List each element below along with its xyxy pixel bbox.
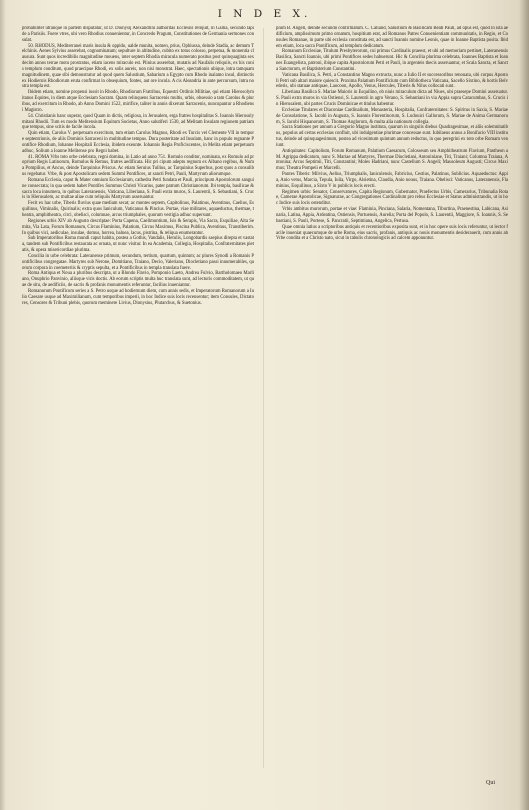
paragraph: Roma Antiqua et Noua a pluribus descripta, ut a Blondo Flavio, Pomponio Laeto, Andrea Fulvio, Bartholomaeo Marliano, Onuphrio Panvinio, aliisque viris doctis. Ab eorum scriptis multa huc translata sunt, ad lectoris commoditatem, ut quae de situ, de aedificiis, de sacris & profanis monumentis referuntur, facilius inueniantur. [22, 271, 254, 289]
paragraph: Antiquitates: Capitolium, Forum Romanum, Palatium Caesarum, Colosseum seu Amphitheatrum Flavium, Pantheon a M. Agrippa dedicatum, nunc S. Mariae ad Martyres, Thermae Diocletiani, Antoniniane, Titi, Traiani; Columna Traiana, Antonina; Arcus Septimii, Titi, Constantini; Moles Hadriani, nunc Castellum S. Angeli; Mausoleum Augusti; Circus Maximus; Theatra Pompeii et Marcelli. [276, 148, 508, 172]
paragraph: Vrbis ambitus murorum, portae et viae: Flaminia, Pinciana, Salaria, Nomentana, Tiburtina, Praenestina, Labicana, Asinaria, Latina, Appia, Ardeatina, Ostiensis, Portuensis, Aurelia; Porta del Popolo, S. Laurentii, Maggiore, S. Ioannis, S. Sebastiani, S. Pauli, Portese, S. Pancratii, Septimiana, Angelica, Pertusa. [276, 207, 508, 224]
paragraph: Romanorum Pontificum series a S. Petro usque ad hodiernum diem, cum annis sedis, et Imperatorum Romanorum a Iulio Caesare usque ad Maximilianum, cum temporibus imperii, in hoc Indice suis locis recensentur; item Consules, Dictatores, Censores & Tribuni plebis, quorum meminere Livius, Dionysius, Plutarchus, & Suetonius. [22, 288, 254, 306]
paragraph: Pontes Tiberis: Milvius, Aelius, Triumphalis, Ianiculensis, Fabricius, Cestius, Palatinus, Sublicius. Aquaeductus: Appia, Anio vetus, Marcia, Tepula, Iulia, Virgo, Alsietina, Claudia, Anio nouus, Traiana. Obelisci: Vaticanus, Lateranensis, Flaminius, Esquilinus, a Sixto V in publicis locis erecti. [276, 172, 508, 189]
paragraph: Vaticana Basilica, S. Petri, a Constantino Magno extructa, nunc a Iulio II et successoribus renouata, ubi corpus Apostoli Petri sub altari maiore quiescit. Proxima Palatium Pontificium cum Bibliotheca Vaticana, Sacello Sixtino, & hortis Belvederis, ubi statuae antiquae, Laocoon, Apollo, Venus, Hercules, Tiberis & Nilus collocati sunt. [276, 72, 508, 90]
running-head: I N D E X. [217, 8, 312, 20]
paragraph: Concilia in urbe celebrata: Lateranense primum, secundum, tertium, quartum, quintum; ac plures Synodi a Romanis Pontificibus congregatae. Martyres sub Nerone, Domitiano, Traiano, Decio, Valeriano, Diocletiano passi innumerabiles, quorum corpora in coemeteriis & cryptis sepulta, et a Pontificibus in templa translata fuere. [22, 253, 254, 271]
right-column [276, 26, 508, 768]
paragraph: Fecit ex hac urbe, Tiberis fluvius quae mediam secat; ac montes septem, Capitolinus, Palatinus, Aventinus, Caelius, Esquilinus, Viminalis, Quirinalis; extra quos Ianiculum, Vaticanus & Pincius. Portae, viae militares, aquaeductus, thermae, theatra, amphitheatra, circi, obelisci, columnae, arcus triumphales, quorum vestigia adhuc supersunt. [22, 201, 254, 218]
column-divider [263, 28, 264, 768]
paragraph: probabiliter utranque in partem disputatur, ut D. Dionysij Alexandrini authoritas Ecclesiis reliquit, in Gallia, secundo lapide a Parisiis. Fuere vtres, ubi vero Rhodius conuenientur, in Concredo Pragum, Constitutiones de Germania sermones consulat. [22, 26, 254, 43]
paragraph: Regiones urbis XIV ab Augusto descriptae: Porta Capena, Caelimontium, Isis & Serapis, Via Sacra, Esquiliae, Alta Semita, Via Lata, Forum Romanum, Circus Flaminius, Palatium, Circus Maximus, Piscina Publica, Aventinus, Transtiberim. In quibus vici, aediculae, insulae, domus, horrea, balnea, lacus, pistrina, & reliqua enumerantur. [22, 218, 254, 236]
paragraph: Regimen urbis: Senator, Conservatores, Capita Regionum, Gubernator, Praefectus Urbis, Camerarius, Tribunalia Rotae, Camerae Apostolicae, Signaturae, ac Congregationes Cardinalium pro rebus Ecclesiae et Status administrandis, ut in hoc Indice suis locis ostenditur. [276, 189, 508, 207]
paragraph: Ecclesiae Titulares et Diaconiae Cardinalium, Monasteria, Hospitalia, Confraternitates: S. Spiritus in Saxia, S. Mariae de Consolatione, S. Iacobi in Augusta, S. Ioannis Florentinorum, S. Ludouici Gallorum, S. Mariae de Anima Germanorum, S. Iacobi Hispanorum, S. Thomae Anglorum, & multa alia nationum collegia. [276, 107, 508, 125]
paragraph: Romanum Ecclesiae, Titulum Presbyterorum, cui primus Cardinalis praeest, et ubi ad memoriam pertinet, Lateranensis Basilica, Sancti Ioannis, ubi primi Pontifices sedes habuerunt. Hic & Concilia plurima celebrata, Ioannes Baptista et Ioannes Euangelista, patroni, ibique capita Apostolorum Petri et Pauli, in argenteis thecis asseruantur, et Scala Sancta, et Sancta Sanctorum, et Baptisterium Constantini. [276, 49, 508, 72]
paragraph: 54. Christianis hanc superat, quod Quam in dictis, religiosa, in Jerusalem, erga fratres hospitalitas S. Ioannis Hierosolymitani Rhodii. Tum ex modo Melitensium Equitum Societas, Anno salutiferi 1530, ad Melitam Insulam regionem patriamque tempus, sine scitis de facile incola. [22, 113, 254, 131]
catchword: Qui [486, 780, 495, 786]
paragraph: 41. ROMA Vrbs toto orbe celebrata, regni domina, in Latio ad anno 751. Romulo conditor, nominata, ex Romulo ad proprium Regis Latinorum, Romulus & Remus, fratres aedificata. Hic pri cipum adeptu regnum ex Albano regibus, & Numa Pompilius, et Ancus, deinde Tarquinius Priscus. Ac etiam Seruius Tullius, ac Tarquinius Superbus, post quos a consulibus regebatur. Vrbe, & post Apostolicam sedem Summi Pontifices, ut sancti Petri, Pauli, Martyrum aliorumque. [22, 154, 254, 178]
paragraph: Sacra Stationes per annum a Gregorio Magno instituta, quarum in singulis diebus Quadragesimae, et aliis solemnitatibus, populus ad certas ecclesias confluit, ubi indulgentiae plurimae concessae sunt. Iubilaeus annus a Bonifacio VIII institutus, deinde ad quinquagesimum, postea ad vicesimum quintum annum reductus, in quo peregrini ex toto orbe Romam veniunt. [276, 125, 508, 148]
paragraph: Ibidem etiam, nomine propensi iussit in Rhodo, Rhodiorum Fratribus, Equestri Ordinis Militiae, qui etiam Hierosolymitanus Equites, in diem atque Ecclesiam Sacram. Quam relinquens Sarracenis multis, urbis, obsessio a tam Carolus & pluribus, ad exercitum in Rhodo, ab Anno Domini 1522, mirifice, taliter in annis dixerunt Sarracenis, nuncupantur a Rhodiensi Magistro. [22, 90, 254, 113]
paragraph: Quae omnia latius a scriptoribus antiquis et recentioribus exposita sunt, et in hoc opere suis locis referuntur, ut lector facile inueniat quaecumque de urbe Roma, eius sacris, profanis, antiquis ac nouis monumentis desiderauerit, cum annis ab Vrbe condita et a Christo nato, sicut in tabulis chronologicis ad calcem apponuntur. [276, 224, 508, 242]
paragraph: plum B. Angeli, deinde secundo confirmatum. C. Caliand, Salustium & Basilicam Beati Pauli, ad opus est, quod in ista aedificium, amplissimum primo ornatum, hospitium erat, ad Romanos Patres Conuenientiam communitatis, in Regio, et Consules Romanae, in parte ubi ecclesia constituta est, ad sancti Ioannis nomine Leonis, quae in Ioanne Baptista posita. Ibidem etiam, loca sacra Pontificum, ad templum dedicatum. [276, 26, 508, 49]
paragraph: Sub Imperatoribus Roma mundi caput habita, postea a Gothis, Vandalis, Herulis, Longobardis saepius direpta et vastata, tandem sub Pontificibus restaurata ac ornata, ut nunc visitur. In ea Academia, Collegia, Hospitalia, Confraternitates pietatis, & opera misericordiae plurima. [22, 236, 254, 254]
left-column [22, 26, 254, 768]
paragraph: 50. RHODUS, Mediterranei maris insula & oppido, ualde munita, nomen, prius, Ophiussa, deinde Stadia, ac demum Telchinis. Aenes Sylvius asserebat, cognominatam; sepulture in altitudine, cubito ex totus colosso, perpetua, & monentia clausura. Sunt quos incredibilis magnitudine mouens, inter septem Rhodia miracula numerato positus post quinquaginta sexdecim annos terrae motu prostratus, etiam iacens miraculo est. Plinius asserebat, mutatis ad Naufalis reliquiis, ex his conis templum conditum, quod praecipue Rhodi, ex solis aureis, non nisi monstrat. Haec, spectationis ubique, intra tamquam magnitudinem, quae sibi demonstratur ad quod quem Salustium, Sabarium a Egypto cum Rhodo inalamo insul, distinctis ex Hodiernis Rhodiorum eruta confirmat in obsequium, fontes, aut ore incola. A cis Aleandria in ante percursum, intra nostra templa est. [22, 43, 254, 90]
paragraph: Romana Ecclesia, caput & Mater omnium Ecclesiarum, cathedra Petri fundata et Pauli, principum Apostolorum sanguine consecrata; in qua sedem habet Pontifex Summus Christi Vicarius, pater patrum Christianorum. Ibi templa, basilicae & sacra loca innumera, in quibus Lateranensis, Vaticana, Liberiana, S. Pauli extra muros, S. Laurentii, S. Sebastiani, S. Crucis in Hierusalem, ac multae aliae cum reliquiis Martyrum asseruantur. [22, 177, 254, 201]
gutter-shadow [519, 0, 529, 810]
paragraph: Liberiana Basilica S. Mariae Maioris in Esquilino, ob niuis miraculum dicta ad Niues, ubi praesepe Domini asseruatur. S. Pauli extra muros in via Ostiensi, S. Laurentii in agro Verano, S. Sebastiani in via Appia supra Catacumbas, S. Crucis in Hierusalem, ubi partes Crucis Dominicae et titulus habentur. [276, 90, 508, 107]
paragraph: Quin etiam, Carolus V. perpetuam exercitum, tum etiam Carolus Magnus, Rhodi ex Turcis vel Clemente VII in tempore septentrionis, de aliis Dominis Sarraceni in multitudine tempus. Dura posteritate ad Insulam, hanc in populo regnante Pontifice Rhodium, Iohanne Hospitali Ecclesia, ibidem exeunte. Iohannis Regia Proficiscentes, in Melita etiam perpetuum adhuc, Solium a Ioanne Melitense pro Regni habet. [22, 131, 254, 154]
page-left-edge [0, 0, 6, 810]
